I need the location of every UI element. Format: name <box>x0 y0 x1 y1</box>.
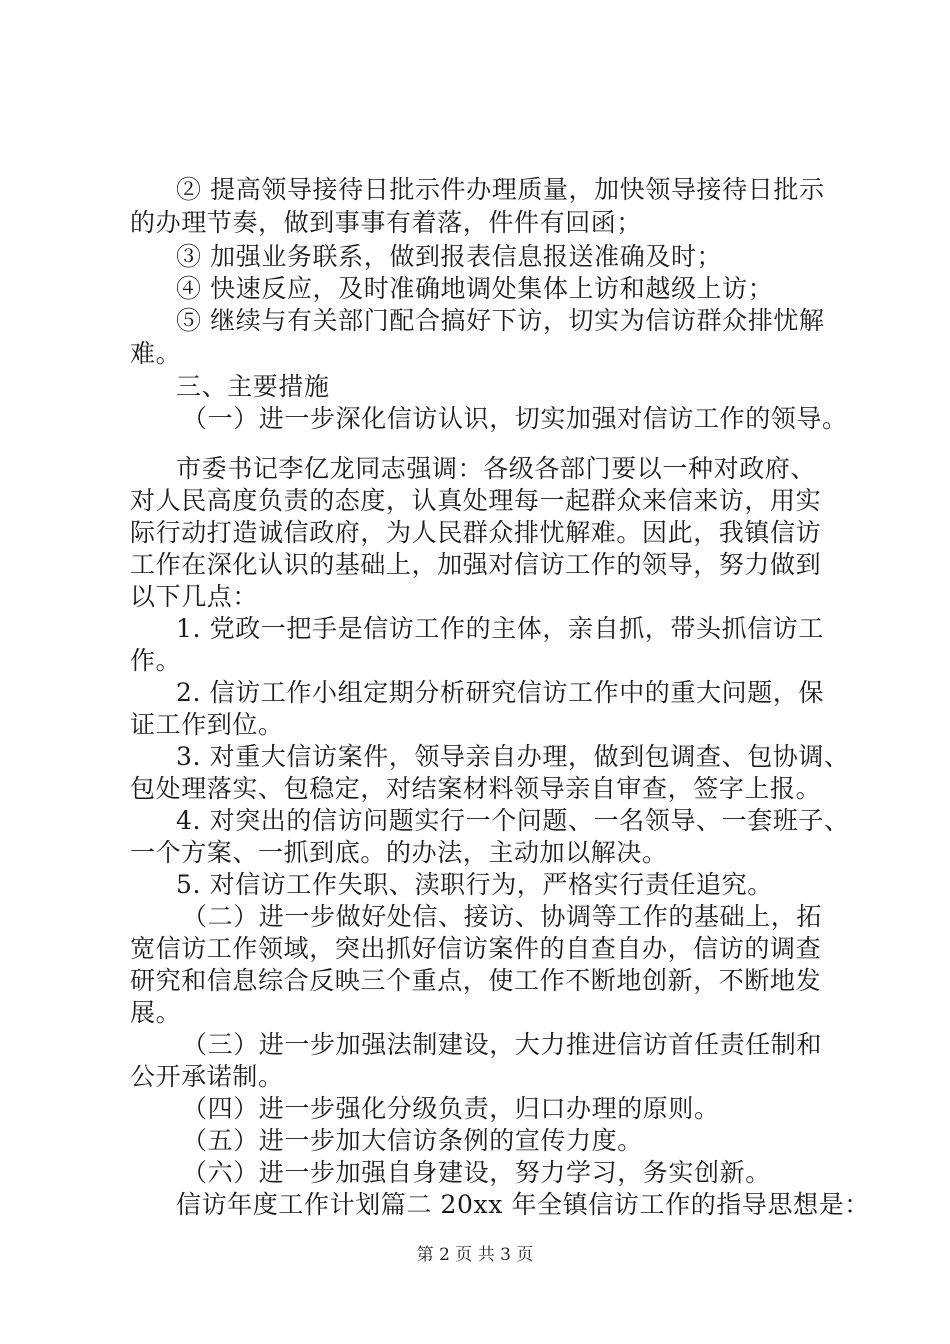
body-line: 研究和信息综合反映三个重点，使工作不断地创新，不断地发 <box>130 966 822 995</box>
body-line: 证工作到位。 <box>130 710 284 739</box>
body-line: 宽信访工作领域，突出抓好信访案件的自查自办，信访的调查 <box>130 934 822 963</box>
page-number-footer: 第 2 页 共 3 页 <box>416 1245 534 1265</box>
list-item: 2. 信访工作小组定期分析研究信访工作中的重大问题，保 <box>176 678 825 707</box>
body-line: 作。 <box>130 646 182 675</box>
body-line: ③ 加强业务联系，做到报表信息报送准确及时； <box>176 242 723 271</box>
body-line: 展。 <box>130 998 182 1027</box>
body-line: 对人民高度负责的态度，认真处理每一起群众来信来访，用实 <box>130 486 822 515</box>
list-item: 5. 对信访工作失职、渎职行为，严格实行责任追究。 <box>176 870 773 899</box>
section-heading: 三、主要措施 <box>176 372 330 401</box>
subsection-heading: （五）进一步加大信访条例的宣传力度。 <box>182 1126 643 1155</box>
body-line: 一个方案、一抓到底。的办法，主动加以解决。 <box>130 838 668 867</box>
body-line: 工作在深化认识的基础上，加强对信访工作的领导，努力做到 <box>130 550 822 579</box>
subsection-heading: （一）进一步深化信访认识，切实加强对信访工作的领导。 <box>182 404 848 433</box>
body-line: 公开承诺制。 <box>130 1062 284 1091</box>
list-item: 4. 对突出的信访问题实行一个问题、一名领导、一套班子、 <box>176 806 850 835</box>
subsection-heading: （二）进一步做好处信、接访、协调等工作的基础上，拓 <box>182 902 823 931</box>
list-item: 3. 对重大信访案件，领导亲自办理，做到包调查、包协调、 <box>176 742 850 771</box>
body-line: ② 提高领导接待日批示件办理质量，加快领导接待日批示 <box>176 175 825 204</box>
list-item: 1. 党政一把手是信访工作的主体，亲自抓，带头抓信访工 <box>176 614 825 643</box>
body-line: 信访年度工作计划篇二 20xx 年全镇信访工作的指导思想是： <box>176 1190 870 1219</box>
body-line: 际行动打造诚信政府，为人民群众排忧解难。因此，我镇信访 <box>130 518 822 547</box>
body-line: ⑤ 继续与有关部门配合搞好下访，切实为信访群众排忧解 <box>176 306 825 335</box>
subsection-heading: （四）进一步强化分级负责，归口办理的原则。 <box>182 1094 720 1123</box>
body-line: 市委书记李亿龙同志强调：各级各部门要以一种对政府、 <box>176 454 817 483</box>
subsection-heading: （六）进一步加强自身建设，努力学习，务实创新。 <box>182 1158 771 1187</box>
body-line: 以下几点： <box>130 582 259 611</box>
body-line: ④ 快速反应，及时准确地调处集体上访和越级上访； <box>176 274 774 303</box>
body-line: 包处理落实、包稳定，对结案材料领导亲自审查，签字上报。 <box>130 774 822 803</box>
body-line: 难。 <box>130 339 182 368</box>
subsection-heading: （三）进一步加强法制建设，大力推进信访首任责任制和 <box>182 1030 823 1059</box>
body-line: 的办理节奏，做到事事有着落，件件有回函； <box>130 208 643 237</box>
